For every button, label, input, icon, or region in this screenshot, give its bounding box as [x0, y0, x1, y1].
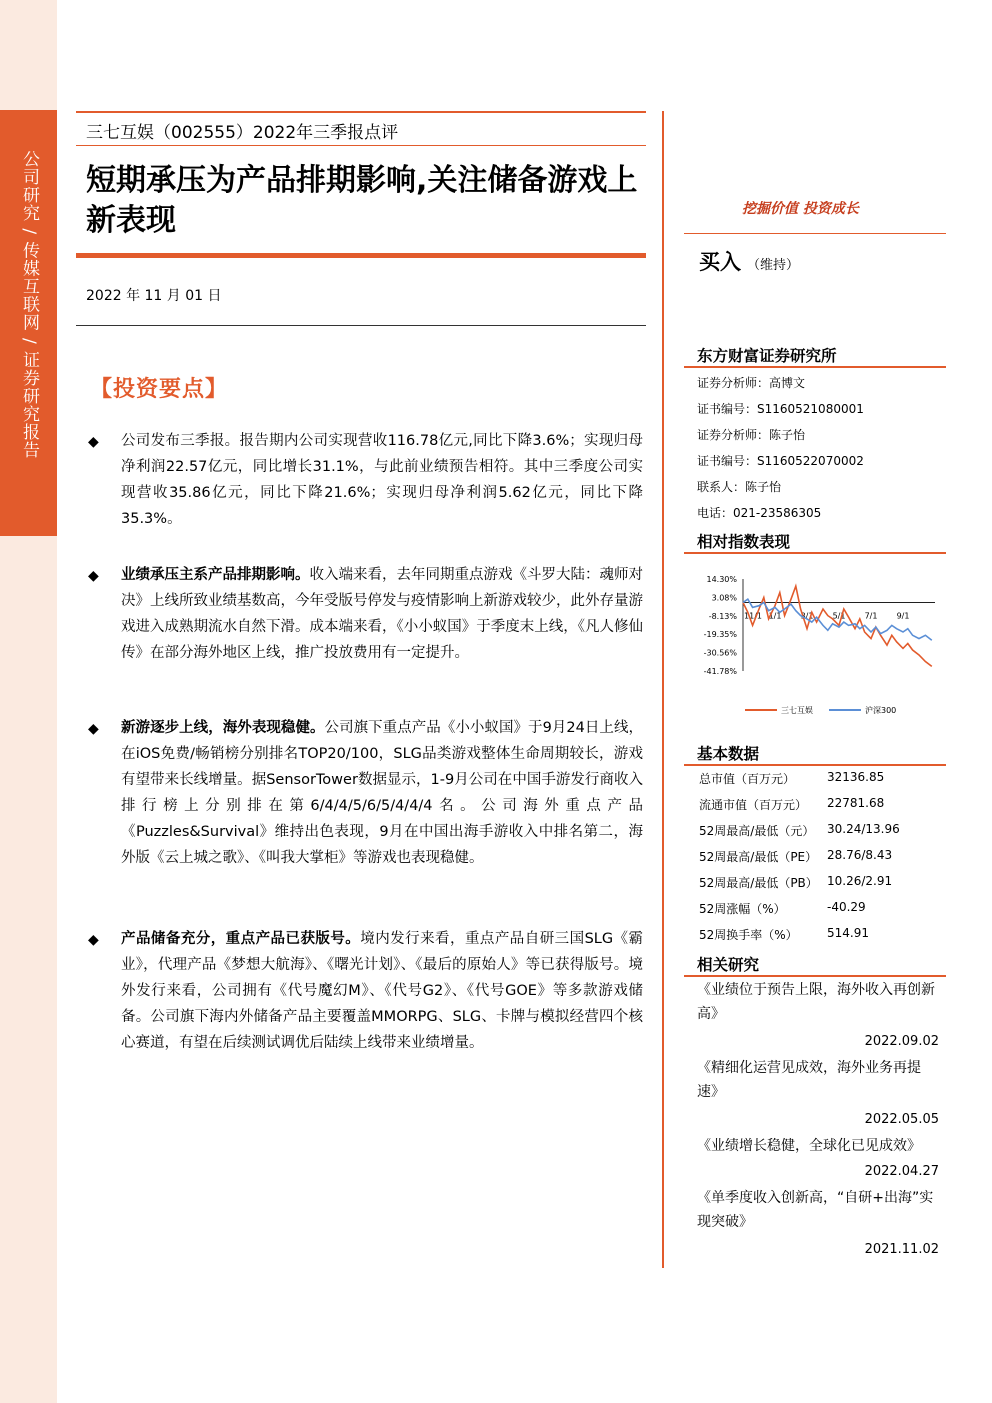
basic-value: 32136.85	[827, 770, 885, 784]
point-lead: 新游逐步上线，海外表现稳健。	[121, 720, 325, 736]
x-tick-label: 11/1	[744, 611, 762, 621]
basic-value: 10.26/2.91	[827, 874, 893, 888]
diamond-bullet-icon: ◆	[88, 434, 99, 450]
point-lead: 业绩承压主系产品排期影响。	[121, 567, 310, 583]
chart-heading: 相对指数表现	[697, 533, 791, 551]
institute-rule	[684, 366, 946, 368]
basic-value: 28.76/8.43	[827, 848, 893, 862]
title-rule	[76, 253, 646, 258]
x-tick-label: 9/1	[896, 611, 910, 621]
analyst-line: 联系人：陈子怡	[697, 480, 782, 494]
basic-key: 52周涨幅（%）	[699, 902, 786, 916]
basic-value: 30.24/13.96	[827, 822, 900, 836]
point-lead: 产品储备充分，重点产品已获版号。	[121, 931, 361, 947]
y-tick-label: -41.78%	[703, 667, 737, 676]
related-date: 2021.11.02	[864, 1242, 939, 1257]
analyst-line: 证书编号：S1160522070002	[697, 454, 864, 468]
point-text: 收入端来看，去年同期重点游戏《斗罗大陆：魂师对决》上线所致业绩基数高，今年受版号停发与疫情影响上新游戏较少，此外存量游戏进入成熟期流水自然下滑。成本端来看，《小小蚁国》于季度末上线，《凡人修仙传》在部分海外地区上线，推广投放费用有一定提升。	[121, 567, 643, 661]
rating-value: 买入	[699, 250, 741, 274]
diamond-bullet-icon: ◆	[88, 568, 99, 584]
top-rule	[76, 111, 646, 113]
x-tick-label: 1/1	[768, 611, 782, 621]
legend-label: 沪深300	[865, 706, 897, 715]
basic-value: 22781.68	[827, 796, 885, 810]
point-text: 境内发行来看，重点产品自研三国SLG《霸业》，代理产品《梦想大航海》、《曙光计划》、《最后的原始人》等已获得版号。境外发行来看，公司拥有《代号魔幻M》、《代号G2》、《代号GOE》等多款游戏储备。公司旗下海内外储备产品主要覆盖MMORPG、SLG、卡牌与模拟经营四个核心赛道，有望在后续测试调优后陆续上线带来业绩增量。	[121, 931, 643, 1051]
x-tick-label: 7/1	[864, 611, 878, 621]
report-subtitle: 三七互娱（002555）2022年三季报点评	[86, 123, 399, 143]
related-rule	[684, 975, 946, 977]
sidebar	[0, 0, 57, 1403]
related-title: 《业绩位于预告上限，海外收入再创新高》	[697, 982, 935, 1022]
y-tick-label: 3.08%	[711, 593, 737, 603]
related-date: 2022.09.02	[864, 1034, 939, 1049]
rating-note: （维持）	[747, 258, 800, 273]
slogan: 挖掘价值 投资成长	[742, 201, 859, 217]
column-divider	[662, 111, 664, 1268]
y-tick-label: -8.13%	[708, 611, 737, 621]
related-title: 《精细化运营见成效，海外业务再提速》	[697, 1060, 921, 1100]
basic-key: 52周最高/最低（元）	[699, 824, 815, 838]
chart-rule	[684, 552, 946, 554]
analyst-line: 电话：021-23586305	[697, 506, 822, 520]
institute-name: 东方财富证券研究所	[697, 347, 837, 365]
x-tick-label: 5/1	[832, 611, 846, 621]
legend-label: 三七互娱	[781, 706, 813, 715]
report-title: 短期承压为产品排期影响,关注储备游戏上新表现	[86, 163, 638, 238]
y-tick-label: 14.30%	[706, 575, 737, 584]
related-date: 2022.04.27	[864, 1164, 939, 1179]
basic-key: 流通市值（百万元）	[699, 798, 808, 812]
slogan-rule	[684, 233, 946, 234]
sidebar-label: 公司研究 / 传媒互联网 / 证券研究报告	[19, 150, 39, 460]
related-research-heading: 相关研究	[697, 956, 760, 974]
point-text: 公司旗下重点产品《小小蚁国》于9月24日上线，在iOS免费/畅销榜分别排名TOP20/100，SLG品类游戏整体生命周期较长，游戏有望带来长线增量。据SensorTower数据显示，1-9月公司在中国手游发行商收入排行榜上分别排在第6/4/4/5/6/5/4/4/4名。公司海外重点产品《Puzzles&Survival》维持出色表现，9月在中国出海手游收入中排名第二，海外版《云上城之歌》、《叫我大掌柜》等游戏也表现稳健。	[121, 720, 643, 866]
y-tick-label: -30.56%	[703, 648, 737, 658]
basic-key: 总市值（百万元）	[699, 772, 796, 786]
analyst-line: 证券分析师：高博文	[697, 376, 806, 390]
basic-key: 52周最高/最低（PE）	[699, 850, 818, 864]
basic-value: 514.91	[827, 926, 869, 940]
x-tick-label: 3/1	[800, 611, 814, 621]
related-title: 《业绩增长稳健，全球化已见成效》	[697, 1138, 921, 1154]
relative-index-chart	[697, 565, 945, 725]
diamond-bullet-icon: ◆	[88, 932, 99, 948]
analyst-line: 证书编号：S1160521080001	[697, 402, 864, 416]
related-title: 《单季度收入创新高，“自研+出海”实现突破》	[697, 1190, 934, 1230]
report-date: 2022 年 11 月 01 日	[86, 288, 222, 304]
point-text: 公司发布三季报。报告期内公司实现营收116.78亿元,同比下降3.6%；实现归母净利润22.57亿元，同比增长31.1%，与此前业绩预告相符。其中三季度公司实现营收35.86亿元，同比下降21.6%；实现归母净利润5.62亿元，同比下降35.3%。	[121, 433, 643, 527]
analyst-line: 证券分析师：陈子怡	[697, 428, 806, 442]
rating	[699, 246, 799, 276]
basic-value: -40.29	[827, 900, 866, 914]
diamond-bullet-icon: ◆	[88, 721, 99, 737]
basic-data-heading: 基本数据	[697, 745, 760, 763]
basic-key: 52周最高/最低（PB）	[699, 876, 818, 890]
basic-key: 52周换手率（%）	[699, 928, 798, 942]
y-tick-label: -19.35%	[703, 630, 737, 640]
date-rule	[76, 325, 646, 326]
investment-points-heading: 【投资要点】	[90, 377, 229, 402]
basic-rule	[684, 764, 946, 766]
related-date: 2022.05.05	[864, 1112, 939, 1127]
subtitle-rule	[76, 145, 646, 146]
